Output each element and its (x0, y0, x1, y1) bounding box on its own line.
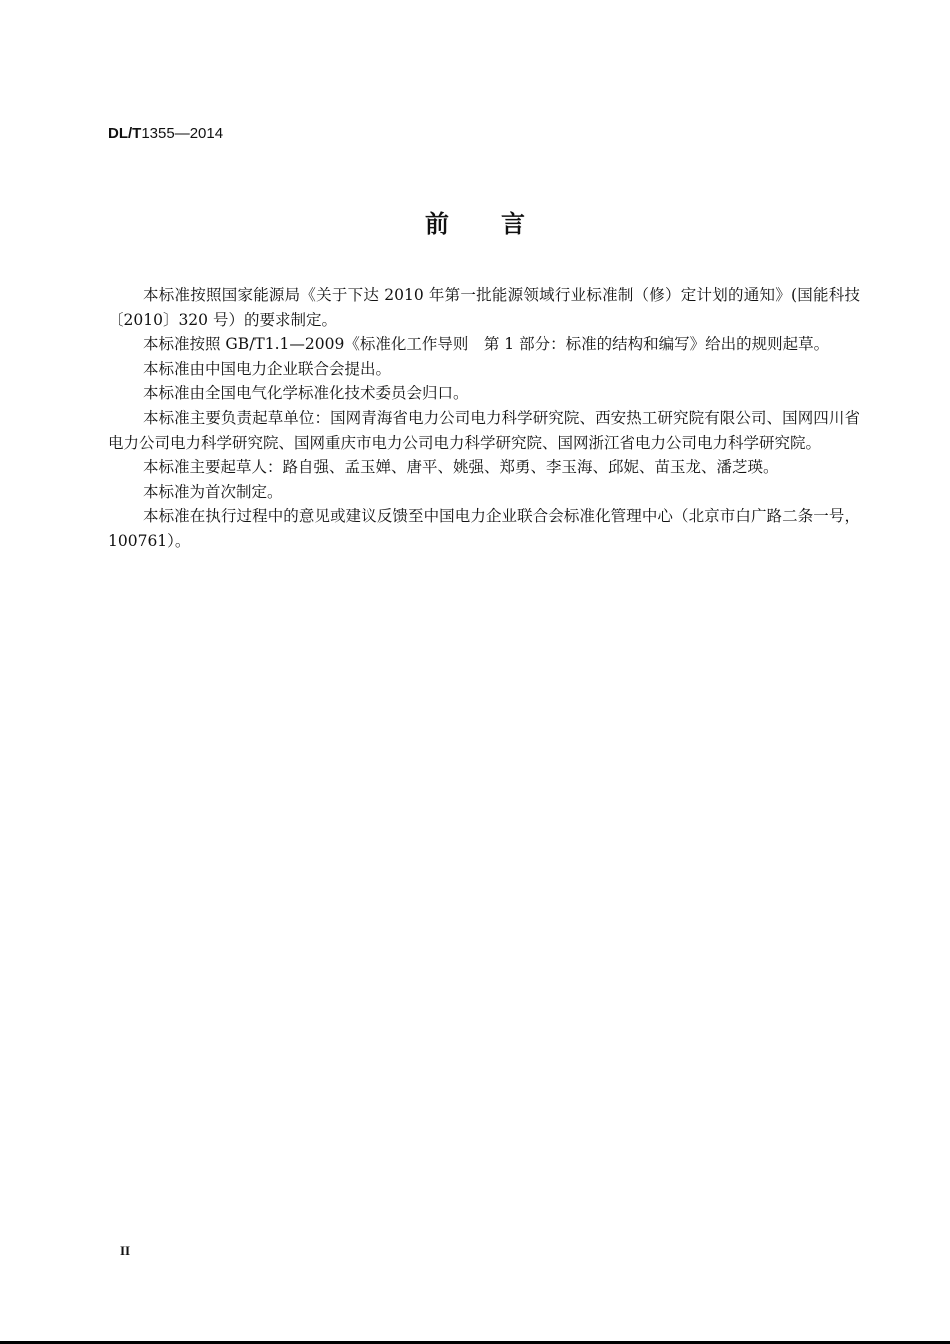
standard-code (108, 125, 223, 142)
paragraph-plan: 本标准按照国家能源局《关于下达 2010 年第一批能源领域行业标准制（修）定计划的通知》(国能科技〔2010〕320 号）的要求制定。 (108, 286, 860, 329)
page-title: 前言 (425, 210, 577, 238)
paragraph-first-edition: 本标准为首次制定。 (143, 482, 283, 501)
paragraph-feedback: 本标准在执行过程中的意见或建议反馈至中国电力企业联合会标准化管理中心（北京市白广路二条一号，100761）。 (108, 507, 860, 550)
paragraph-proposer: 本标准由中国电力企业联合会提出。 (143, 359, 392, 378)
paragraph-drafting-rules: 本标准按照 GB/T1.1—2009《标准化工作导则 第 1 部分：标准的结构和编写》给出的规则起草。 (143, 335, 830, 354)
standard-code-prefix: DL/T (108, 125, 142, 142)
paragraph-drafters: 本标准主要起草人：路自强、孟玉婵、唐平、姚强、郑勇、李玉海、邱妮、苗玉龙、潘芝瑛。 (143, 458, 779, 477)
paragraph-committee: 本标准由全国电气化学标准化技术委员会归口。 (143, 384, 469, 403)
standard-code-number: 1355—2014 (141, 125, 224, 142)
page-number: II (120, 1243, 131, 1258)
paragraph-drafting-units: 本标准主要负责起草单位：国网青海省电力公司电力科学研究院、西安热工研究院有限公司、国网四川省电力公司电力科学研究院、国网重庆市电力公司电力科学研究院、国网浙江省电力公司电力科学研究院。 (108, 408, 860, 452)
foreword-body (108, 283, 860, 554)
